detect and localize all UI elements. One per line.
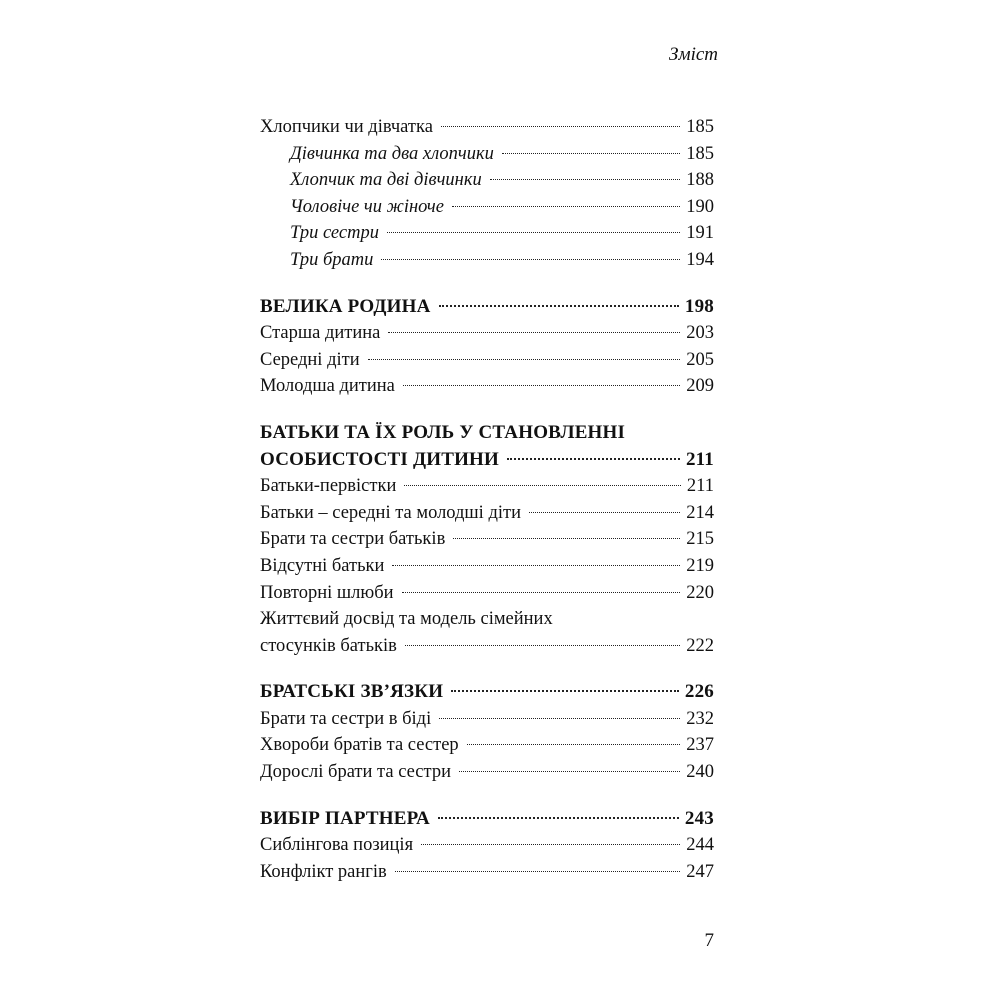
dot-leader	[490, 179, 681, 180]
dot-leader	[439, 718, 680, 719]
toc-entry-label: Середні діти	[260, 349, 360, 370]
toc-entry-page: 211	[686, 476, 714, 497]
toc-subentry-label: Дівчинка та два хлопчики	[290, 143, 494, 164]
toc-entry	[260, 500, 714, 527]
toc-entry-page: 244	[686, 835, 714, 856]
toc-entry-label-line: Життєвий досвід та модель сімейних	[260, 609, 553, 630]
toc-entry-label: Батьки-первістки	[260, 476, 397, 497]
toc-entry-label: Відсутні батьки	[260, 555, 385, 576]
running-head: Зміст	[669, 44, 718, 65]
toc-subentry-label: Хлопчик та дві дівчинки	[290, 170, 482, 191]
toc-entry-page: 205	[686, 349, 714, 370]
dot-leader	[368, 359, 681, 360]
toc-entry	[260, 633, 714, 660]
dot-leader	[467, 744, 681, 745]
chapter-heading	[260, 447, 714, 474]
toc-entry-page: 220	[686, 582, 714, 603]
toc-entry-page: 215	[686, 529, 714, 550]
dot-leader	[502, 153, 680, 154]
toc-entry-page: 185	[686, 117, 714, 137]
toc-entry	[260, 759, 714, 786]
dot-leader	[507, 458, 680, 460]
toc-entry-page: 237	[686, 735, 714, 756]
toc-entry	[260, 732, 714, 759]
toc-subentry-page: 191	[686, 223, 714, 244]
toc-entry-page: 214	[686, 502, 714, 523]
toc-subentry	[260, 167, 714, 194]
dot-leader	[451, 690, 679, 692]
toc-subentry-label: Три брати	[290, 249, 374, 270]
toc-subentry-page: 190	[686, 196, 714, 217]
toc-subentry	[260, 141, 714, 168]
dot-leader	[438, 817, 679, 819]
chapter-title-line: БАТЬКИ ТА ЇХ РОЛЬ У СТАНОВЛЕННІ	[260, 421, 626, 443]
chapter-title: БРАТСЬКІ ЗВ’ЯЗКИ	[260, 681, 444, 703]
dot-leader	[395, 871, 681, 872]
toc-entry-label: Сиблінгова позиція	[260, 835, 414, 856]
dot-leader	[405, 645, 680, 646]
toc-subentry	[260, 247, 714, 274]
toc-entry-label: Брати та сестри в біді	[260, 708, 432, 729]
dot-leader	[459, 771, 680, 772]
toc-entry-label: Дорослі брати та сестри	[260, 762, 451, 783]
toc-entry-page: 240	[686, 762, 714, 783]
page-number: 7	[704, 930, 714, 951]
dot-leader	[441, 126, 680, 127]
toc-entry	[260, 114, 714, 141]
toc-entry	[260, 320, 714, 347]
dot-leader	[421, 844, 680, 845]
toc-entry-page: 222	[686, 635, 714, 656]
toc-subentry-page: 185	[686, 143, 714, 164]
toc-entry	[260, 347, 714, 374]
dot-leader	[403, 385, 680, 386]
toc-entry-label: Молодша дитина	[260, 376, 395, 397]
dot-leader	[402, 592, 681, 593]
toc-entry	[260, 526, 714, 553]
toc-entry-page: 247	[686, 861, 714, 882]
toc-entry-label: Конфлікт рангів	[260, 861, 387, 882]
chapter-page: 211	[685, 448, 714, 470]
toc-subentry	[260, 220, 714, 247]
dot-leader	[392, 565, 680, 566]
toc-entry-label: Хлопчики чи дівчатка	[260, 117, 433, 137]
chapter-heading	[260, 294, 714, 321]
chapter-title: ОСОБИСТОСТІ ДИТИНИ	[260, 448, 500, 470]
toc-entry-label: стосунків батьків	[260, 635, 397, 656]
toc-entry	[260, 832, 714, 859]
toc-entry-label: Старша дитина	[260, 323, 381, 344]
dot-leader	[439, 305, 679, 307]
toc-entry-page: 232	[686, 708, 714, 729]
toc-entry-page: 209	[686, 376, 714, 397]
dot-leader	[452, 206, 680, 207]
toc-subentry-label: Три сестри	[290, 223, 379, 244]
dot-leader	[387, 232, 680, 233]
toc-entry	[260, 473, 714, 500]
table-of-contents	[260, 114, 714, 885]
toc-entry	[260, 553, 714, 580]
toc-entry-label: Брати та сестри батьків	[260, 529, 446, 550]
toc-entry	[260, 373, 714, 400]
dot-leader	[404, 485, 681, 486]
dot-leader	[453, 538, 680, 539]
toc-entry	[260, 706, 714, 733]
toc-entry-label: Батьки – середні та молодші діти	[260, 502, 521, 523]
toc-subentry-label: Чоловіче чи жіноче	[290, 196, 444, 217]
chapter-page: 198	[684, 295, 714, 317]
toc-entry-label: Повторні шлюби	[260, 582, 394, 603]
toc-subentry	[260, 194, 714, 221]
toc-subentry-page: 188	[686, 170, 714, 191]
toc-entry	[260, 859, 714, 886]
chapter-heading	[260, 679, 714, 706]
chapter-page: 243	[684, 807, 714, 829]
chapter-title: ВЕЛИКА РОДИНА	[260, 295, 431, 317]
dot-leader	[381, 259, 680, 260]
toc-subentry-page: 194	[686, 249, 714, 270]
toc-entry	[260, 580, 714, 607]
dot-leader	[529, 512, 680, 513]
toc-entry-label: Хвороби братів та сестер	[260, 735, 459, 756]
toc-entry-page: 219	[686, 555, 714, 576]
chapter-heading	[260, 806, 714, 833]
chapter-title: ВИБІР ПАРТНЕРА	[260, 807, 430, 829]
chapter-page: 226	[684, 681, 714, 703]
dot-leader	[388, 332, 680, 333]
toc-entry-page: 203	[686, 323, 714, 344]
